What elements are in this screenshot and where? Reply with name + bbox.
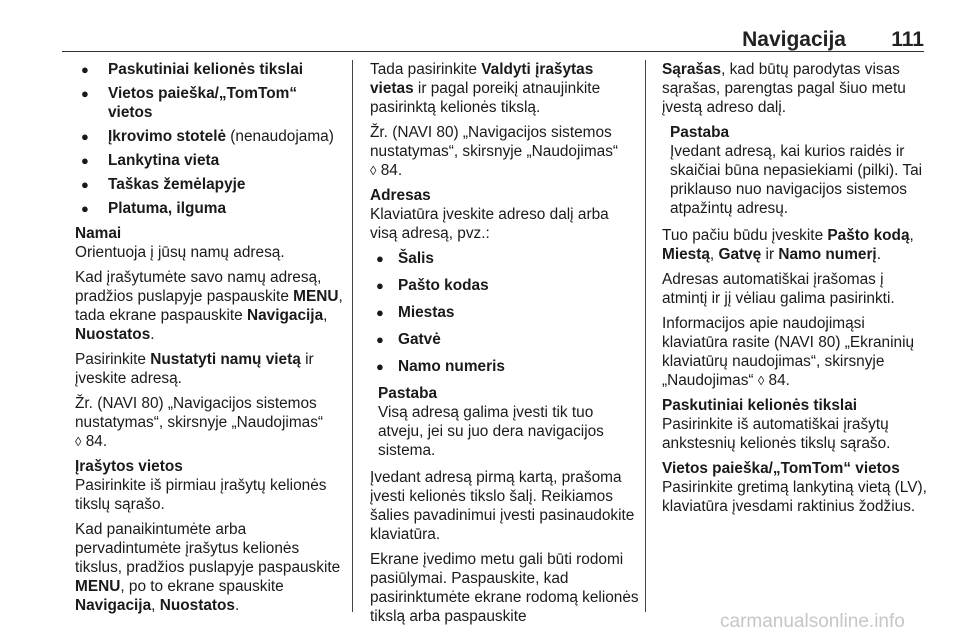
list-item: ● Paskutiniai kelionės tikslai <box>75 60 345 79</box>
address-fields-list <box>370 249 640 376</box>
reference-arrow-icon: ◊ <box>757 373 765 388</box>
recent-heading: Paskutiniai kelionės tikslai <box>662 397 858 414</box>
home-section: Namai Orientuoja į jūsų namų adresą. <box>75 224 345 262</box>
page-header <box>62 30 924 56</box>
destination-list <box>75 60 345 218</box>
keyboard-reference: Informacijos apie naudojimąsi klaviatūra rasite (NAVI 80) „Ekraninių klaviatūrų naudojimas“, skirsnyje „Naudojimas“ ◊ 84. <box>662 315 915 389</box>
entry-order-text: Tuo pačiu būdu įveskite Pašto kodą, Miestą, Gatvę ir Namo numerį. <box>662 227 914 263</box>
list-item: ● Įkrovimo stotelė (nenaudojama) <box>75 127 345 146</box>
column-divider-2 <box>645 60 646 612</box>
unavailable-chars-note: Pastaba Įvedant adresą, kai kurios raidės ir skaičiai būna nepasiekiami (pilki). Tai priklauso nuo navigacijos sistemos atpažintų adresų. <box>670 123 932 218</box>
column-1 <box>75 60 345 621</box>
list-item: ● Pašto kodas <box>370 276 640 295</box>
column-divider-1 <box>352 60 353 612</box>
saved-instructions: Kad panaikintumėte arba pervadintumėte įrašytus kelionės tikslus, pradžios puslapyje paspauskite MENU, po to ekrane spauskite Navigacija, Nuostatos. <box>75 521 341 614</box>
recent-section: Paskutiniai kelionės tikslai Pasirinkite iš automatiškai įrašytų ankstesnių kelionės tikslų sąrašo. <box>662 396 932 453</box>
saved-section: Įrašytos vietos Pasirinkite iš pirmiau įrašytų kelionės tikslų sąrašo. <box>75 457 345 514</box>
watermark: carmanualsonline.info <box>720 611 905 632</box>
suggestions-text: Ekrane įvedimo metu gali būti rodomi pasiūlymai. Paspauskite, kad pasirinktumėte ekrane rodomą kelionės tikslą arba paspauskite <box>370 551 639 625</box>
auto-save-text: Adresas automatiškai įrašomas į atmintį ir jį vėliau galima pasirinkti. <box>662 271 895 307</box>
header-rule <box>62 51 924 52</box>
reference-arrow-icon: ◊ <box>370 163 377 178</box>
reference-arrow-icon: ◊ <box>75 434 82 449</box>
list-item: ● Platuma, ilguma <box>75 199 345 218</box>
list-item: ● Vietos paieška/„TomTom“ vietos <box>75 84 345 122</box>
address-heading: Adresas <box>370 187 431 204</box>
list-item: ● Šalis <box>370 249 640 268</box>
address-section: Adresas Klaviatūra įveskite adreso dalį arba visą adresą, pvz.: <box>370 186 640 243</box>
home-heading: Namai <box>75 225 122 242</box>
column-2 <box>370 60 640 632</box>
list-item: ● Namo numeris <box>370 357 640 376</box>
search-heading: Vietos paieška/„TomTom“ vietos <box>662 460 900 477</box>
home-reference: Žr. (NAVI 80) „Navigacijos sistemos nustatymas“, skirsnyje „Naudojimas“ ◊ 84. <box>75 395 324 450</box>
page-title: Navigacija <box>742 28 846 51</box>
settings-reference: Žr. (NAVI 80) „Navigacijos sistemos nustatymas“, skirsnyje „Naudojimas“ ◊ 84. <box>370 124 619 179</box>
list-item: ● Taškas žemėlapyje <box>75 175 345 194</box>
list-item: ● Gatvė <box>370 330 640 349</box>
list-item: ● Lankytina vieta <box>75 151 345 170</box>
manage-saved-text: Tada pasirinkite Valdyti įrašytas vietas ir pagal poreikį atnaujinkite pasirinktą kelionės tikslą. <box>370 61 601 116</box>
saved-heading: Įrašytos vietos <box>75 458 183 475</box>
list-text: Sąrašas, kad būtų parodytas visas sąrašas, parengtas pagal šiuo metu įvestą adreso dalį. <box>662 61 906 116</box>
home-set-instructions: Pasirinkite Nustatyti namų vietą ir įveskite adresą. <box>75 351 314 387</box>
country-entry-text: Įvedant adresą pirmą kartą, prašoma įvesti kelionės tikslo šalį. Reikiamos šalies pavadinimui įvesti pasinaudokite klaviatūra. <box>370 469 635 543</box>
home-instructions: Kad įrašytumėte savo namų adresą, pradžios puslapyje paspauskite MENU, tada ekrane paspauskite Navigacija, Nuostatos. <box>75 269 343 343</box>
address-note: Pastaba Visą adresą galima įvesti tik tuo atveju, jei su juo dera navigacijos sistema. <box>378 384 640 460</box>
search-section: Vietos paieška/„TomTom“ vietos Pasirinkite gretimą lankytiną vietą (LV), klaviatūra įvesdami raktinius žodžius. <box>662 459 932 516</box>
page-number: 111 <box>891 28 924 51</box>
column-3 <box>662 60 932 522</box>
list-item: ● Miestas <box>370 303 640 322</box>
note-title: Pastaba <box>670 124 730 141</box>
note-title: Pastaba <box>378 385 438 402</box>
